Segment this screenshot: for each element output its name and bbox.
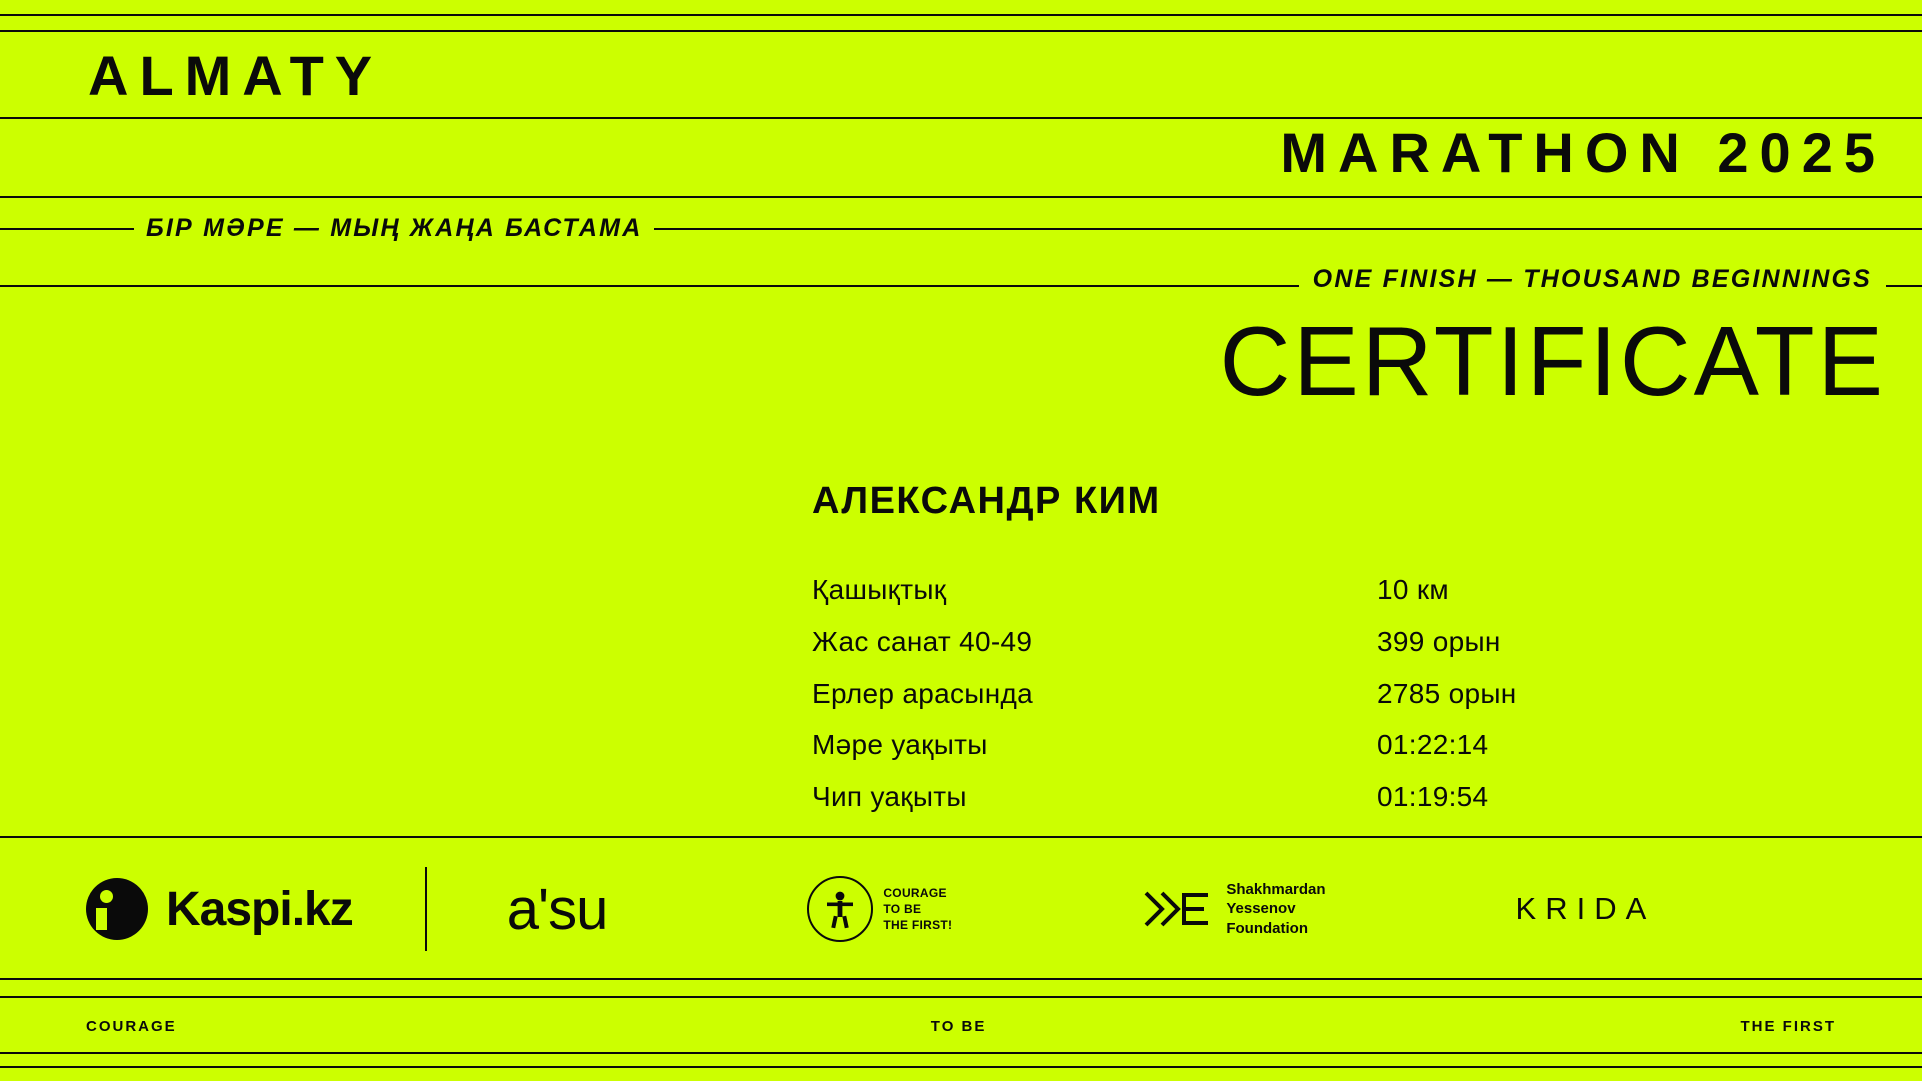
sponsor-courage-fund (807, 876, 952, 942)
divider-line (0, 196, 1922, 198)
table-row (812, 679, 1632, 710)
page-title: CERTIFICATE (1219, 306, 1886, 416)
sponsor-asu-label: a'su (506, 876, 608, 942)
sponsor-divider (425, 867, 427, 951)
yessenov-line-2: Yessenov (1226, 900, 1296, 918)
divider-line (0, 996, 1922, 998)
courage-line-1: COURAGE (883, 885, 947, 900)
event-name: MARATHON 2025 (1280, 121, 1886, 184)
courage-fund-logo-icon (807, 876, 873, 942)
sponsor-asu (507, 876, 608, 943)
divider-line (0, 1052, 1922, 1054)
slogan-english: ONE FINISH — THOUSAND BEGINNINGS (1299, 267, 1886, 292)
result-label: Жас санат 40-49 (812, 625, 1033, 657)
result-value: 10 км (1377, 574, 1449, 605)
divider-line (0, 117, 1922, 119)
sponsor-krida-label: KRIDA (1515, 891, 1656, 926)
footer-right: THE FIRST (1740, 1018, 1836, 1035)
table-row (812, 730, 1632, 761)
divider-line (0, 14, 1922, 16)
result-value: 01:22:14 (1377, 729, 1489, 761)
kaspi-logo-icon (86, 878, 148, 940)
athlete-name: АЛЕКСАНДР КИМ (812, 480, 1161, 522)
divider-line (0, 30, 1922, 32)
result-label: Мәре уақыты (812, 729, 988, 761)
result-value: 399 орын (1377, 625, 1501, 657)
table-row (812, 575, 1632, 606)
result-label: Ерлер арасында (812, 677, 1033, 709)
yessenov-logo-icon (1142, 887, 1214, 931)
result-value: 01:19:54 (1377, 781, 1489, 813)
result-label: Чип уақыты (812, 781, 967, 813)
divider-line (0, 1066, 1922, 1068)
sponsor-kaspi-label: Kaspi.kz (166, 882, 353, 936)
courage-line-2: TO BE (883, 901, 922, 916)
yessenov-line-1: Shakhmardan (1226, 880, 1326, 898)
event-city: ALMATY (88, 44, 384, 107)
table-row (812, 782, 1632, 813)
result-label: Қашықтық (812, 574, 947, 605)
results-table (812, 575, 1632, 834)
sponsor-krida (1516, 891, 1656, 927)
running-figure-icon (823, 889, 857, 929)
sponsor-strip (0, 838, 1922, 980)
footer (0, 1018, 1922, 1035)
footer-left: COURAGE (86, 1018, 177, 1035)
yessenov-line-3: Foundation (1226, 919, 1308, 937)
slogan-kazakh: БІР МӘРЕ — МЫҢ ЖАҢА БАСТАМА (134, 216, 654, 241)
sponsor-yessenov-label (1226, 880, 1325, 939)
table-row (812, 627, 1632, 658)
sponsor-yessenov-foundation (1142, 880, 1325, 939)
sponsor-kaspi (86, 878, 353, 940)
sponsor-courage-fund-label (883, 885, 952, 934)
footer-center: TO BE (930, 1018, 987, 1035)
result-value: 2785 орын (1377, 677, 1517, 709)
courage-line-3: THE FIRST! (883, 918, 953, 933)
